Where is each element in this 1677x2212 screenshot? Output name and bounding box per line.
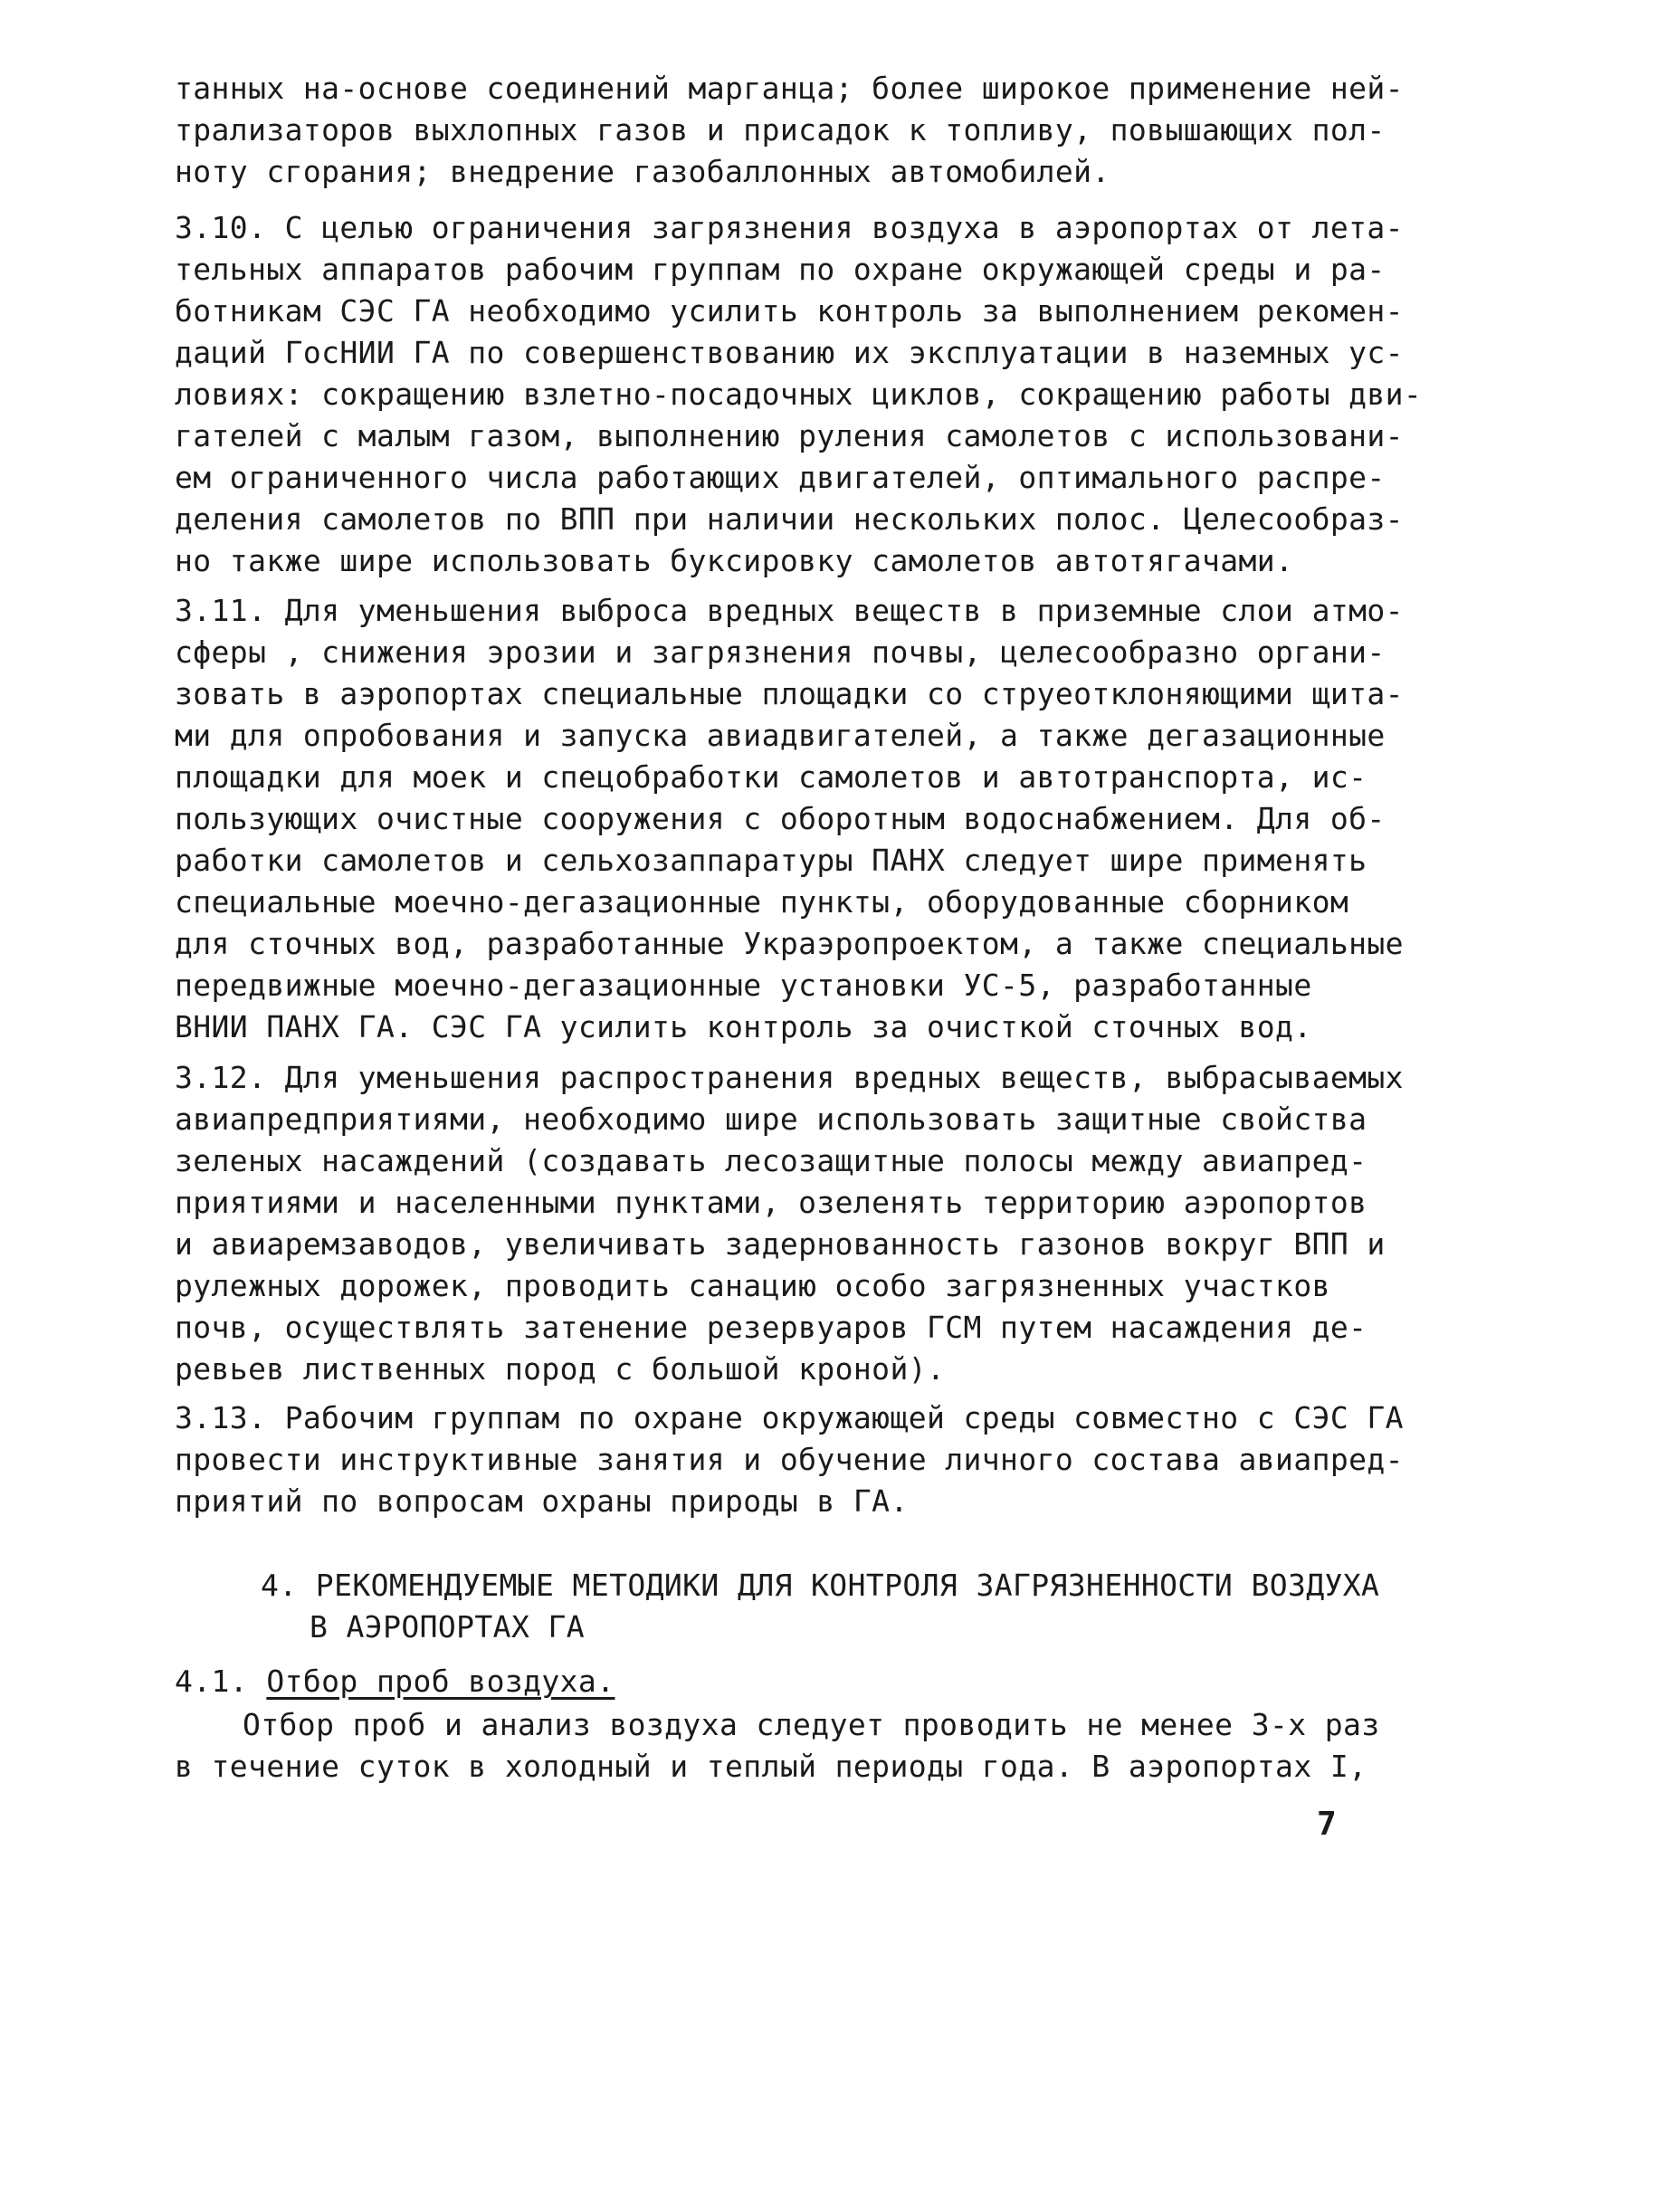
paragraph-line: ми для опробования и запуска авиадвигателей, а также дегазационные (175, 718, 1386, 753)
subsection-heading (175, 1661, 615, 1702)
section-heading: В АЭРОПОРТАХ ГА (310, 1609, 586, 1645)
paragraph-line: гателей с малым газом, выполнению руления самолетов с использовани- (175, 418, 1404, 453)
paragraph-line: рулежных дорожек, проводить санацию особо загрязненных участков (175, 1268, 1330, 1303)
subsection-title: Отбор проб воздуха. (266, 1664, 615, 1699)
paragraph-line: приятий по вопросам охраны природы в ГА. (175, 1483, 909, 1519)
paragraph-line: даций ГосНИИ ГА по совершенствованию их эксплуатации в наземных ус- (175, 335, 1404, 370)
paragraph-line: провести инструктивные занятия и обучение личного состава авиапред- (175, 1442, 1404, 1477)
paragraph-line: и авиаремзаводов, увеличивать задернованность газонов вокруг ВПП и (175, 1226, 1386, 1262)
paragraph-line: почв, осуществлять затенение резервуаров ГСМ путем насаждения де- (175, 1310, 1367, 1345)
paragraph-line: ловиях: сокращению взлетно-посадочных циклов, сокращению работы дви- (175, 377, 1423, 412)
paragraph-line: трализаторов выхлопных газов и присадок к топливу, повышающих пол- (175, 112, 1386, 148)
paragraph-line: сферы , снижения эрозии и загрязнения почвы, целесообразно органи- (175, 634, 1386, 670)
paragraph-line: приятиями и населенными пунктами, озеленять территорию аэропортов (175, 1185, 1367, 1220)
paragraph-line: работки самолетов и сельхозаппаратуры ПАНХ следует шире применять (175, 843, 1367, 878)
paragraph-line: 3.10. С целью ограничения загрязнения воздуха в аэропортах от лета- (175, 210, 1404, 245)
paragraph-line: зеленых насаждений (создавать лесозащитные полосы между авиапред- (175, 1143, 1367, 1178)
paragraph-line: зовать в аэропортах специальные площадки со струеотклоняющими щита- (175, 676, 1404, 711)
paragraph-line: для сточных вод, разработанные Украэропроектом, а также специальные (175, 926, 1404, 961)
paragraph-line: 3.13. Рабочим группам по охране окружающей среды совместно с СЭС ГА (175, 1400, 1404, 1435)
paragraph-line: ноту сгорания; внедрение газобаллонных автомобилей. (175, 154, 1110, 189)
paragraph-line: в течение суток в холодный и теплый периоды года. В аэропортах I, (175, 1749, 1367, 1784)
paragraph-line: Отбор проб и анализ воздуха следует проводить не менее 3-х раз (243, 1707, 1380, 1742)
paragraph-line: пользующих очистные сооружения с оборотным водоснабжением. Для об- (175, 801, 1386, 836)
paragraph-line: танных на-основе соединений марганца; более широкое применение ней- (175, 71, 1404, 106)
page-number: 7 (1317, 1806, 1337, 1843)
paragraph-line: 3.12. Для уменьшения распространения вредных веществ, выбрасываемых (175, 1060, 1404, 1095)
paragraph-line: деления самолетов по ВПП при наличии нескольких полос. Целесообраз- (175, 501, 1404, 537)
paragraph-line: площадки для моек и спецобработки самолетов и автотранспорта, ис- (175, 759, 1367, 795)
paragraph-line: 3.11. Для уменьшения выброса вредных веществ в приземные слои атмо- (175, 593, 1404, 628)
paragraph-line: специальные моечно-дегазационные пункты, оборудованные сборником (175, 884, 1349, 920)
paragraph-line: ревьев лиственных пород с большой кроной). (175, 1351, 946, 1387)
paragraph-line: ВНИИ ПАНХ ГА. СЭС ГА усилить контроль за очисткой сточных вод. (175, 1009, 1312, 1044)
paragraph-line: авиапредприятиями, необходимо шире использовать защитные свойства (175, 1101, 1367, 1137)
paragraph-line: ем ограниченного числа работающих двигателей, оптимального распре- (175, 460, 1386, 495)
subsection-number: 4.1. (175, 1664, 249, 1699)
section-heading: 4. РЕКОМЕНДУЕМЫЕ МЕТОДИКИ ДЛЯ КОНТРОЛЯ ЗАГРЯЗНЕННОСТИ ВОЗДУХА (261, 1568, 1380, 1603)
paragraph-line: передвижные моечно-дегазационные установки УС-5, разработанные (175, 968, 1312, 1003)
paragraph-line: тельных аппаратов рабочим группам по охране окружающей среды и ра- (175, 252, 1386, 287)
paragraph-line: но также шире использовать буксировку самолетов автотягачами. (175, 543, 1294, 578)
paragraph-line: ботникам СЭС ГА необходимо усилить контроль за выполнением рекомен- (175, 293, 1404, 329)
